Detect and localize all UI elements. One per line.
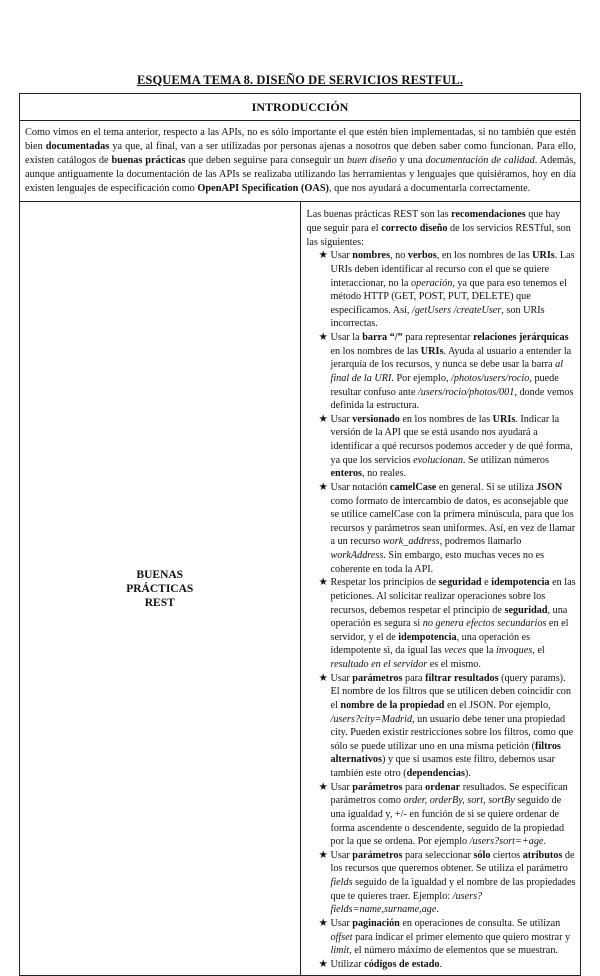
text-run: para: [402, 781, 426, 793]
star-bullet-icon: ★: [318, 958, 328, 970]
text-run: al final de la URI: [330, 359, 564, 384]
text-run: en las peticiones. Al solicitar realizar operaciones sobre los recursos, debemos respetar el principio de: [330, 577, 576, 616]
text-run: . Además, aunque antiguamente la documentación de las APIs se realizaba utilizando las herramientas y lenguajes que quisiéramos, hoy en día existen lenguajes de especificación como: [25, 155, 576, 195]
text-run: sólo: [473, 849, 491, 861]
document-title: ESQUEMA TEMA 8. DISEÑO DE SERVICIOS RESTFUL.: [136, 73, 464, 87]
star-bullet-icon: ★: [318, 250, 328, 262]
text-run: , no: [390, 250, 408, 262]
practice-item-atributos: [319, 849, 577, 917]
text-run: que deben seguirse para conseguir un: [185, 155, 347, 167]
text-run: Usar: [330, 917, 353, 929]
text-run: limit: [330, 945, 350, 957]
text-run: , el número máximo de elementos que se muestran.: [349, 945, 558, 957]
star-bullet-icon: ★: [318, 917, 328, 929]
text-run: nombres: [352, 250, 391, 262]
text-run: . Ayuda al usuario a entender la jerarquía de los recursos, y nunca se debe usar la barra: [330, 345, 572, 371]
text-run: ).: [464, 768, 471, 780]
text-run: parámetros: [352, 849, 403, 861]
text-run: en el JSON. Por ejemplo,: [444, 699, 551, 711]
text-run: paginación: [352, 917, 400, 929]
text-run: , una operación es idempotente si, da igual las: [330, 631, 531, 657]
text-run: e: [481, 577, 492, 589]
text-run: /users?fields=name,surname,age: [330, 890, 483, 916]
text-run: seguridad: [438, 577, 482, 589]
text-run: /photos/users/rocio: [451, 372, 530, 384]
outline-table: [19, 93, 581, 976]
text-run: idempotencia: [398, 631, 457, 643]
text-run: operación: [411, 277, 453, 289]
text-run: para indicar el primer elemento que quiero mostrar y: [352, 931, 571, 943]
star-bullet-icon: ★: [318, 781, 328, 793]
text-run: resultados. Se especifican parámetros como: [330, 781, 568, 807]
text-run: camelCase: [389, 481, 437, 493]
text-run: , podremos llamarlo: [439, 536, 522, 548]
text-run: , no reales.: [362, 468, 407, 480]
text-run: en operaciones de consulta. Se utilizan: [399, 917, 561, 929]
practice-item-camelcase: [319, 481, 577, 576]
star-bullet-icon: ★: [318, 481, 328, 493]
text-run: seguido de la igualdad y el nombre de las propiedades que te quieres traer. Ejemplo:: [330, 877, 576, 902]
text-run: URIs: [420, 345, 444, 357]
text-run: buenas prácticas: [111, 155, 186, 167]
text-run: evolucionan: [413, 454, 463, 466]
practice-item-barra: [319, 331, 577, 413]
text-run: para representar: [402, 332, 474, 344]
practice-item-codigos: [319, 958, 577, 972]
text-run: Usar: [330, 781, 353, 793]
text-run: ya que, al final, van a ser utilizadas por personas ajenas a nosotros que deben saber como funcionan. Para ello, existen catálogos de: [25, 141, 576, 167]
text-run: idempotencia: [491, 577, 550, 589]
text-run: . Indicar la versión de la API que se está usando nos ayudará a identificar a qué recursos podemos acceder y de qué forma, ya que los servicios: [330, 413, 573, 466]
text-run: atributos: [522, 849, 563, 861]
text-run: versionado: [352, 413, 400, 425]
text-run: no genera efectos secundarios: [422, 618, 547, 630]
text-run: URIs: [532, 250, 555, 262]
text-run: REST: [144, 596, 175, 609]
text-run: barra “/”: [362, 332, 403, 344]
star-bullet-icon: ★: [318, 332, 328, 344]
text-run: Respetar los principios de: [330, 577, 439, 589]
text-run: ) y que si usamos este filtro, debemos usar también este otro (: [330, 754, 555, 780]
text-run: de los servicios RESTful, son las siguientes:: [306, 223, 571, 248]
star-bullet-icon: ★: [318, 672, 328, 684]
text-run: parámetros: [352, 781, 403, 793]
text-run: recomendaciones: [451, 209, 526, 221]
practice-item-nombres: [319, 249, 577, 331]
text-run: veces: [444, 645, 467, 657]
intro-header: INTRODUCCIÓN: [20, 94, 581, 121]
text-run: Usar notación: [330, 481, 390, 493]
text-run: documentación de calidad: [425, 155, 535, 167]
section-content-buenas-practicas: [300, 202, 581, 976]
text-run: /users?city=Madrid: [330, 713, 413, 725]
text-run: work_address: [382, 536, 440, 548]
text-run: , puede resultar confuso ante: [330, 372, 559, 398]
text-run: /getUsers /createUser: [411, 304, 502, 316]
text-run: enteros: [330, 468, 362, 480]
text-run: Usar: [330, 413, 353, 425]
text-run: Usar: [330, 672, 353, 684]
text-run: en los nombres de las: [330, 345, 421, 357]
text-run: seguido de una igualdad y, +/- en función de si se quiere ordenar de forma ascendente o descendente, seguido de la propiedad por la que se ordena. Por ejemplo: [330, 795, 565, 848]
text-run: , en los nombres de las: [436, 250, 533, 262]
text-run: invoques: [496, 645, 533, 657]
text-run: , ya que para eso tenemos el método HTTP (GET, POST, PUT, DELETE) que especificamos. Así,: [330, 277, 567, 316]
text-run: /users/rocio/photos/001: [417, 386, 515, 398]
text-run: buen diseño: [346, 155, 397, 167]
text-run: filtros alternativos: [330, 740, 561, 766]
practice-item-ordenar: [319, 781, 577, 849]
text-run: /users?sort=+age: [469, 836, 544, 848]
text-run: nombre de la propiedad: [340, 699, 445, 711]
text-run: en general. Si se utiliza: [436, 481, 537, 493]
text-run: que la: [466, 645, 496, 657]
text-run: códigos de estado: [364, 958, 440, 970]
text-run: documentadas: [45, 141, 110, 153]
text-run: Como vimos en el tema anterior, respecto a las APIs, no es sólo importante el que estén bien implementadas, si no también que estén bien: [25, 127, 576, 153]
text-run: , donde vemos definida la estructura.: [330, 386, 574, 412]
text-run: como formato de intercambio de datos, es aconsejable que se utilice camelCase con la primera minúscula, para que los recursos y parámetros sean uniformes. Así, en vez de llamar a un recurso: [330, 495, 576, 548]
practice-item-paginacion: [319, 917, 577, 958]
text-run: Utilizar: [330, 958, 365, 970]
star-bullet-icon: ★: [318, 413, 328, 425]
text-run: BUENAS: [136, 568, 184, 581]
text-run: order, orderBy, sort, sortBy: [403, 795, 515, 807]
text-run: Usar: [330, 849, 353, 861]
text-run: , son URIs incorrectas.: [330, 304, 545, 330]
practice-item-versionado: [319, 413, 577, 481]
text-run: seguridad: [504, 604, 548, 616]
text-run: que hay que seguir para el: [306, 209, 561, 235]
text-run: . Sin embargo, esto muchas veces no es coherente en toda la API.: [330, 550, 545, 575]
text-run: relaciones jerárquicas: [473, 332, 569, 344]
intro-paragraph: [20, 121, 581, 202]
text-run: (query params). El nombre de los filtros que se utilicen deben coincidir con el: [330, 672, 571, 711]
text-run: y una: [396, 155, 426, 167]
section-intro: [307, 208, 577, 249]
text-run: verbos: [407, 250, 437, 262]
star-bullet-icon: ★: [318, 577, 328, 589]
text-run: filtrar resultados: [425, 672, 499, 684]
text-run: en los nombres de las: [399, 413, 493, 425]
text-run: Usar la: [330, 332, 363, 344]
text-run: , un usuario debe tener una propiedad city. Pueden existir restricciones sobre los filtros, como que sólo se puede utilizar uno en una misma petición (: [330, 713, 574, 752]
text-run: fields: [330, 877, 353, 889]
text-run: workAddress: [330, 550, 384, 562]
text-run: , una operación es segura si: [330, 604, 568, 630]
text-run: offset: [330, 931, 353, 943]
practices-list: [307, 249, 577, 971]
text-run: es el mismo.: [427, 659, 481, 671]
text-run: , el: [532, 645, 545, 657]
text-run: dependencias: [406, 768, 465, 780]
text-run: para seleccionar: [402, 849, 474, 861]
text-run: .: [436, 904, 439, 916]
text-run: ordenar: [425, 781, 461, 793]
text-run: , que nos ayudará a documentarla correctamente.: [328, 183, 531, 195]
text-run: URIs: [492, 413, 516, 425]
text-run: para: [402, 672, 426, 684]
star-bullet-icon: ★: [318, 849, 328, 861]
text-run: Usar: [330, 250, 353, 262]
text-run: resultado en el servidor: [330, 659, 428, 671]
practice-item-seguridad: [319, 576, 577, 671]
text-run: OpenAPI Specification (OAS): [197, 183, 329, 195]
text-run: de los recursos que queremos obtener. Se utiliza el parámetro: [330, 849, 575, 875]
text-run: .: [543, 836, 546, 848]
text-run: ciertos: [490, 849, 523, 861]
text-run: . Por ejemplo,: [391, 372, 452, 384]
practice-item-filtros: [319, 672, 577, 781]
text-run: . Las URIs deben identificar al recurso con el que se quiere interaccionar, no la: [330, 250, 575, 289]
text-run: parámetros: [352, 672, 403, 684]
text-run: correcto diseño: [381, 223, 448, 235]
text-run: .: [439, 958, 442, 970]
text-run: JSON: [536, 481, 563, 493]
text-run: Las buenas prácticas REST son las: [306, 209, 452, 221]
section-label-buenas-practicas: [20, 202, 301, 976]
text-run: en el servidor, y el de: [330, 618, 569, 643]
text-run: PRÁCTICAS: [126, 582, 194, 595]
text-run: . Se utilizan números: [462, 454, 549, 466]
